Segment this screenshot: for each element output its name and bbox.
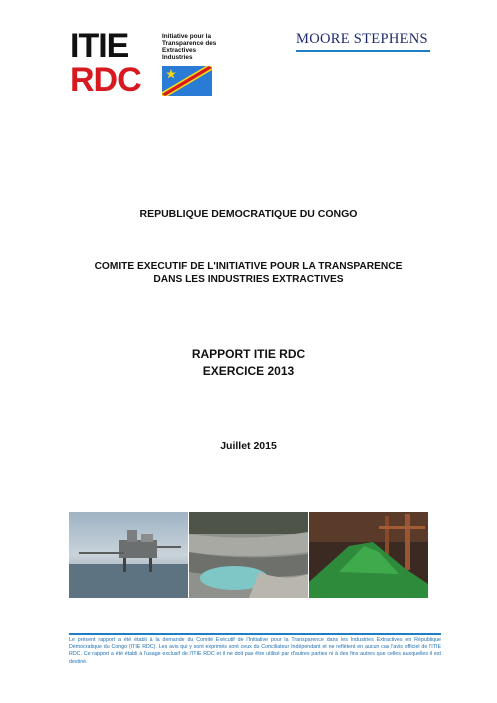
report-date: Juillet 2015 — [220, 440, 277, 452]
footer-rule — [69, 633, 441, 635]
logo-rdc-text: RDC — [70, 61, 141, 99]
report-title — [40, 346, 457, 380]
committee-title-line1: COMITE EXECUTIF DE L'INITIATIVE POUR LA TRANSPARENCE — [94, 261, 403, 272]
photo-open-pit-mine — [189, 512, 308, 598]
report-title-line2: EXERCICE 2013 — [202, 364, 295, 378]
logo-tagline — [162, 33, 222, 61]
photo-mineral-ore-pile — [309, 512, 428, 598]
country-title: REPUBLIQUE DEMOCRATIQUE DU CONGO — [139, 208, 358, 220]
disclaimer-text: Le présent rapport a été établi à la demande du Comité Exécutif de l'Initiative pour la Transparence dans les Industries Extractives en République Démocratique du Congo (ITIE RDC). Les avis qui y sont exprimés sont ceux du Conciliateur Indépendant et ne reflètent en aucun cas l'avis officiel de l'ITIE RDC. Ce rapport a été établi à l'usage exclusif de l'ITIE RDC et il ne doit pas être utilisé par d'autres parties ni à des fins autres que celles auxquelles il est destiné. — [69, 637, 441, 665]
logo-tagline-line: Transparence des — [162, 40, 217, 47]
drc-flag-icon — [162, 66, 212, 96]
itie-rdc-logo — [70, 27, 220, 100]
moore-stephens-logo: MOORE STEPHENS — [296, 31, 428, 47]
cover-photo-strip — [69, 512, 428, 598]
logo-itie-text: ITIE — [70, 27, 129, 65]
logo-tagline-line: Industries — [162, 54, 193, 61]
logo-tagline-line: Initiative pour la — [162, 33, 212, 40]
committee-title-line2: DANS LES INDUSTRIES EXTRACTIVES — [153, 274, 344, 285]
photo-offshore-platform — [69, 512, 188, 598]
committee-title — [40, 260, 457, 286]
moore-stephens-underline — [296, 50, 430, 52]
report-title-line1: RAPPORT ITIE RDC — [191, 347, 306, 361]
logo-tagline-line: Extractives — [162, 47, 197, 54]
